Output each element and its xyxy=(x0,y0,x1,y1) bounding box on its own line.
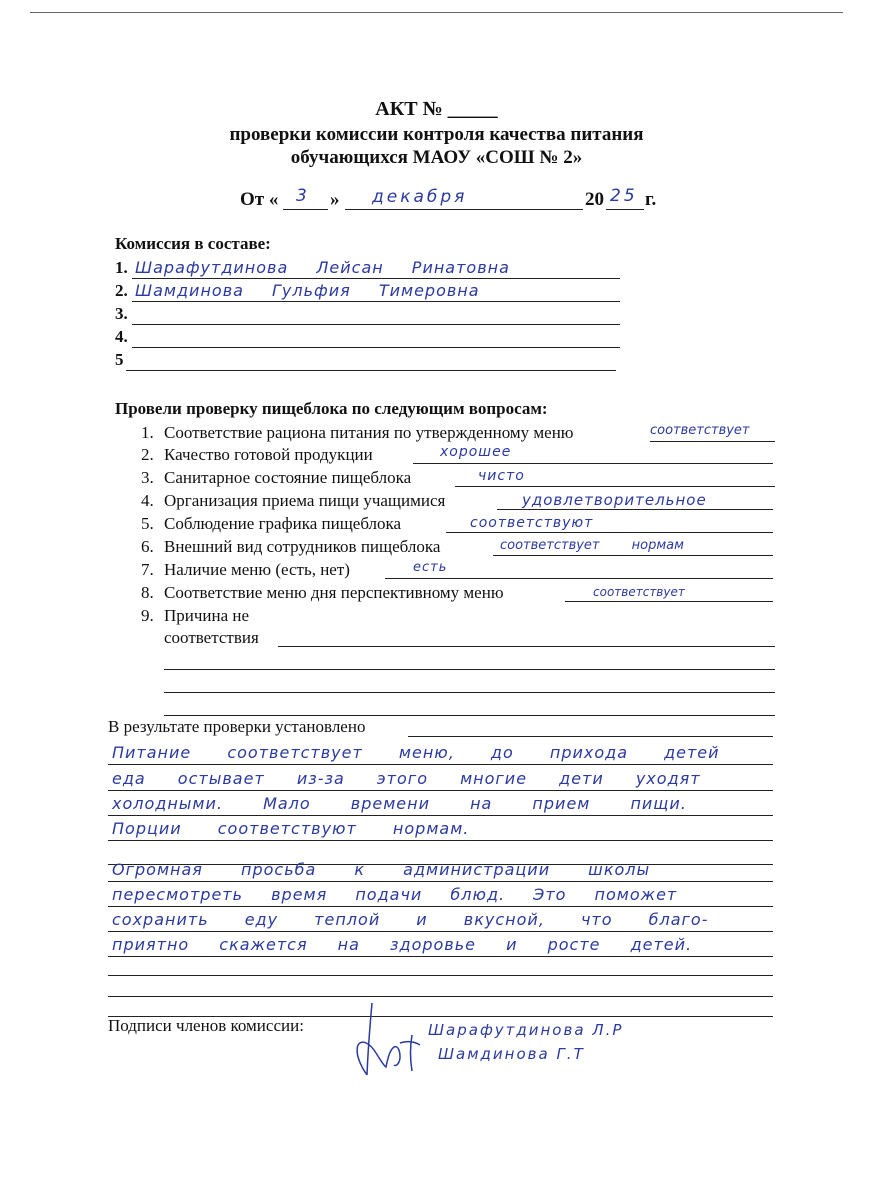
year-suffix: 25 xyxy=(610,186,638,206)
year-end: г. xyxy=(645,189,657,210)
item-9-num: 9. xyxy=(141,606,154,625)
signature-2: Шамдинова Г.Т xyxy=(438,1045,585,1063)
item-4-label: Организация приема пищи учащимися xyxy=(164,491,446,510)
member-4-num: 4. xyxy=(115,327,128,346)
result-line-7 xyxy=(108,906,773,907)
date-close-quote: » xyxy=(330,189,340,210)
item-9-line-2 xyxy=(164,669,775,670)
date-prefix: От « xyxy=(240,189,279,210)
signature-scribble xyxy=(350,995,440,1085)
item-6-num: 6. xyxy=(141,537,154,556)
inspection-heading: Провели проверку пищеблока по следующим вопросам: xyxy=(115,399,548,418)
item-9-line-1 xyxy=(278,646,775,647)
result-line-3 xyxy=(108,815,773,816)
member-5-line xyxy=(126,370,616,371)
item-2-label: Качество готовой продукции xyxy=(164,445,373,464)
date-day-line xyxy=(283,209,328,210)
item-2-line xyxy=(413,463,773,464)
item-3-num: 3. xyxy=(141,468,154,487)
date-day: 3 xyxy=(296,186,310,206)
member-2-num: 2. xyxy=(115,281,128,300)
result-line-2 xyxy=(108,790,773,791)
item-9-label-continued: соответствия xyxy=(164,628,259,647)
item-9-line-4 xyxy=(164,715,775,716)
item-9-label: Причина не xyxy=(164,606,250,625)
year-line xyxy=(606,209,644,210)
item-6-label: Внешний вид сотрудников пищеблока xyxy=(164,537,441,556)
result-line-1 xyxy=(108,764,773,765)
item-1-num: 1. xyxy=(141,423,154,442)
member-3-num: 3. xyxy=(115,304,128,323)
result-line-11 xyxy=(108,996,773,997)
item-7-label: Наличие меню (есть, нет) xyxy=(164,560,350,579)
result-text-1: Питание соответствует меню, до прихода детей xyxy=(112,743,720,762)
result-line-4 xyxy=(108,840,773,841)
item-8-answer: соответствует xyxy=(593,585,685,599)
item-1-answer: соответствует xyxy=(650,423,750,438)
item-4-num: 4. xyxy=(141,491,154,510)
result-line-9 xyxy=(108,956,773,957)
item-2-answer: хорошее xyxy=(440,444,512,460)
result-text-8: сохранить еду теплой и вкусной, что благо- xyxy=(112,910,709,929)
item-7-line xyxy=(385,578,773,579)
member-2-name: Шамдинова Гульфия Тимеровна xyxy=(135,281,480,300)
result-line-10 xyxy=(108,975,773,976)
act-title: АКТ № _____ xyxy=(375,98,498,120)
result-text-6: Огромная просьба к администрации школы xyxy=(112,860,651,879)
result-heading-line xyxy=(408,736,773,737)
item-3-label: Санитарное состояние пищеблока xyxy=(164,468,412,487)
scan-top-edge xyxy=(30,12,843,13)
member-3-line xyxy=(132,324,620,325)
item-8-num: 8. xyxy=(141,583,154,602)
item-5-label: Соблюдение графика пищеблока xyxy=(164,514,402,533)
item-7-answer: есть xyxy=(413,560,448,575)
member-1-name: Шарафутдинова Лейсан Ринатовна xyxy=(135,258,510,277)
member-1-line xyxy=(132,278,620,279)
item-2-num: 2. xyxy=(141,445,154,464)
signatures-label: Подписи членов комиссии: xyxy=(108,1016,304,1035)
signature-1: Шарафутдинова Л.Р xyxy=(428,1021,624,1039)
item-3-line xyxy=(455,486,775,487)
result-text-4: Порции соответствуют нормам. xyxy=(112,819,470,838)
item-9-line-3 xyxy=(164,692,775,693)
item-1-line xyxy=(650,441,775,442)
item-3-answer: чисто xyxy=(478,468,525,484)
result-text-2: еда остывает из-за этого многие дети уходят xyxy=(112,769,701,788)
member-4-line xyxy=(132,347,620,348)
commission-heading: Комиссия в составе: xyxy=(115,234,271,253)
item-4-answer: удовлетворительное xyxy=(522,491,707,509)
result-line-6 xyxy=(108,881,773,882)
result-line-8 xyxy=(108,931,773,932)
result-text-3: холодными. Мало времени на прием пищи. xyxy=(112,794,687,813)
item-5-num: 5. xyxy=(141,514,154,533)
year-prefix: 20 xyxy=(585,189,604,210)
result-text-7: пересмотреть время подачи блюд. Это поможет xyxy=(112,885,678,904)
act-subtitle-1: проверки комиссии контроля качества питания xyxy=(229,124,644,145)
act-subtitle-2: обучающихся МАОУ «СОШ № 2» xyxy=(290,147,583,168)
member-2-line xyxy=(132,301,620,302)
date-month-line xyxy=(345,209,583,210)
item-6-answer: соответствует нормам xyxy=(500,538,684,553)
item-1-label: Соответствие рациона питания по утвержденному меню xyxy=(164,423,574,442)
item-5-answer: соответствуют xyxy=(470,515,594,531)
member-5-num: 5 xyxy=(115,350,124,369)
member-1-num: 1. xyxy=(115,258,128,277)
item-7-num: 7. xyxy=(141,560,154,579)
date-month: декабря xyxy=(372,187,468,207)
result-text-9: приятно скажется на здоровье и росте детей. xyxy=(112,935,693,954)
item-8-label: Соответствие меню дня перспективному меню xyxy=(164,583,504,602)
result-heading: В результате проверки установлено xyxy=(108,717,366,736)
